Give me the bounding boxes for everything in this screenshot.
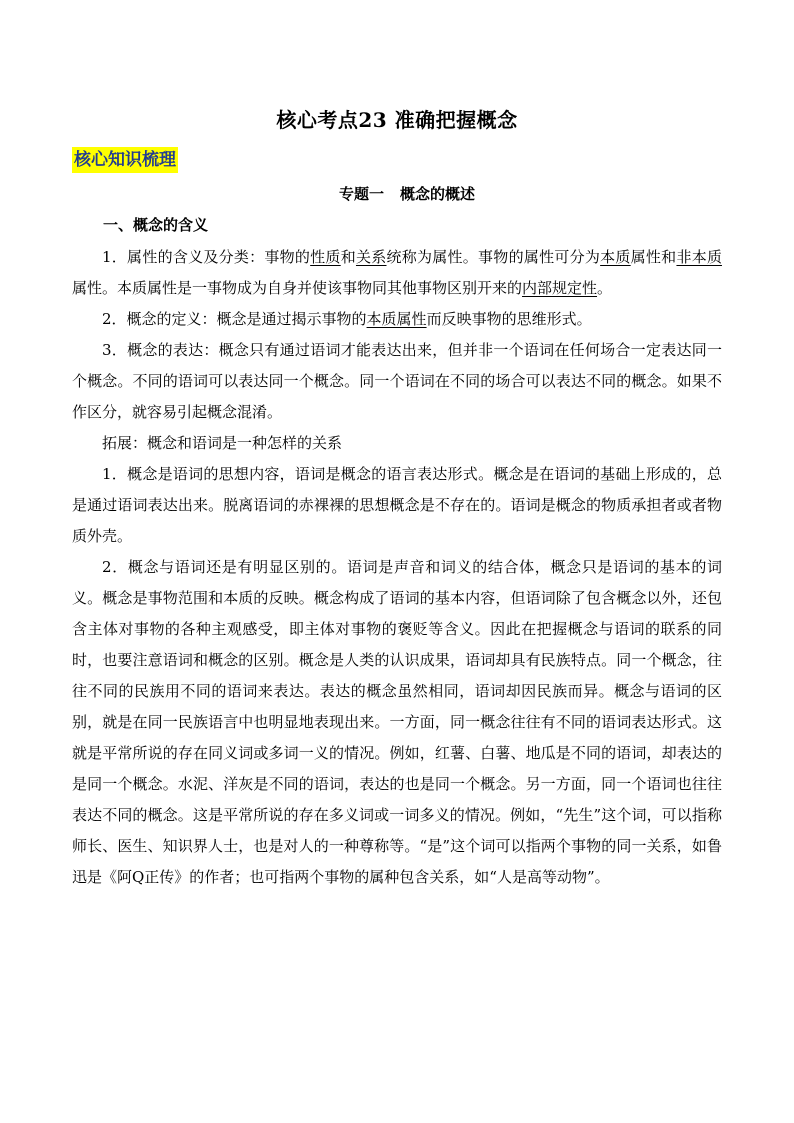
underlined-term: 性质 <box>310 248 341 266</box>
underlined-term: 本质 <box>600 248 631 266</box>
page-title: 核心考点23 准确把握概念 <box>276 108 518 132</box>
paragraph-concept-word-relation: 1．概念是语词的思想内容，语词是概念的语言表达形式。概念是在语词的基础上形成的，总是通过语词表达出来。脱离语词的赤裸裸的思想概念是不存在的。语词是概念的物质承担者或者物质外壳。 <box>72 465 722 545</box>
section-tag-highlight: 核心知识梳理 <box>72 147 178 173</box>
topic-heading <box>0 183 794 204</box>
underlined-term: 非本质 <box>676 248 722 266</box>
underlined-term: 内部规定性 <box>522 279 598 297</box>
underlined-term: 本质属性 <box>366 310 427 328</box>
paragraph-attribute-definition: 1．属性的含义及分类：事物的性质和关系统称为属性。事物的属性可分为本质属性和非本质属性。本质属性是一事物成为自身并使该事物同其他事物区别开来的内部规定性。 <box>72 248 722 297</box>
extension-heading: 拓展：概念和语词是一种怎样的关系 <box>102 434 343 452</box>
paragraph-concept-definition: 2．概念的定义：概念是通过揭示事物的本质属性而反映事物的思维形式。 <box>102 310 592 328</box>
paragraph-concept-word-difference: 2．概念与语词还是有明显区别的。语词是声音和词义的结合体，概念只是语词的基本的词义。概念是事物范围和本质的反映。概念构成了语词的基本内容，但语词除了包含概念以外，还包含主体对事物的各种主观感受，即主体对事物的褒贬等含义。因此在把握概念与语词的联系的同时，也要注意语词和概念的区别。概念是人类的认识成果，语词却具有民族特点。同一个概念，往往不同的民族用不同的语词来表达。表达的概念虽然相同，语词却因民族而异。概念与语词的区别，就是在同一民族语言中也明显地表现出来。一方面，同一概念往往有不同的语词表达形式。这就是平常所说的存在同义词或多词一义的情况。例如，红薯、白薯、地瓜是不同的语词，却表达的是同一个概念。水泥、洋灰是不同的语词，表达的也是同一个概念。另一方面，同一个语词也往往表达不同的概念。这是平常所说的存在多义词或一词多义的情况。例如，“先生”这个词，可以指称师长、医生、知识界人士，也是对人的一种尊称等。“是”这个词可以指两个事物的同一关系，如鲁迅是《阿Q正传》的作者；也可指两个事物的属种包含关系，如“人是高等动物”。 <box>72 558 722 886</box>
topic-name: 概念的概述 <box>400 185 476 203</box>
underlined-term: 关系 <box>355 248 387 266</box>
paragraph-concept-expression: 3．概念的表达：概念只有通过语词才能表达出来，但并非一个语词在任何场合一定表达同一个概念。不同的语词可以表达同一个概念。同一个语词在不同的场合可以表达不同的概念。如果不作区分，就容易引起概念混淆。 <box>72 341 722 421</box>
body-content <box>72 242 722 893</box>
topic-prefix: 专题一 <box>338 185 384 203</box>
heading-concept-meaning: 一、概念的含义 <box>103 216 209 234</box>
